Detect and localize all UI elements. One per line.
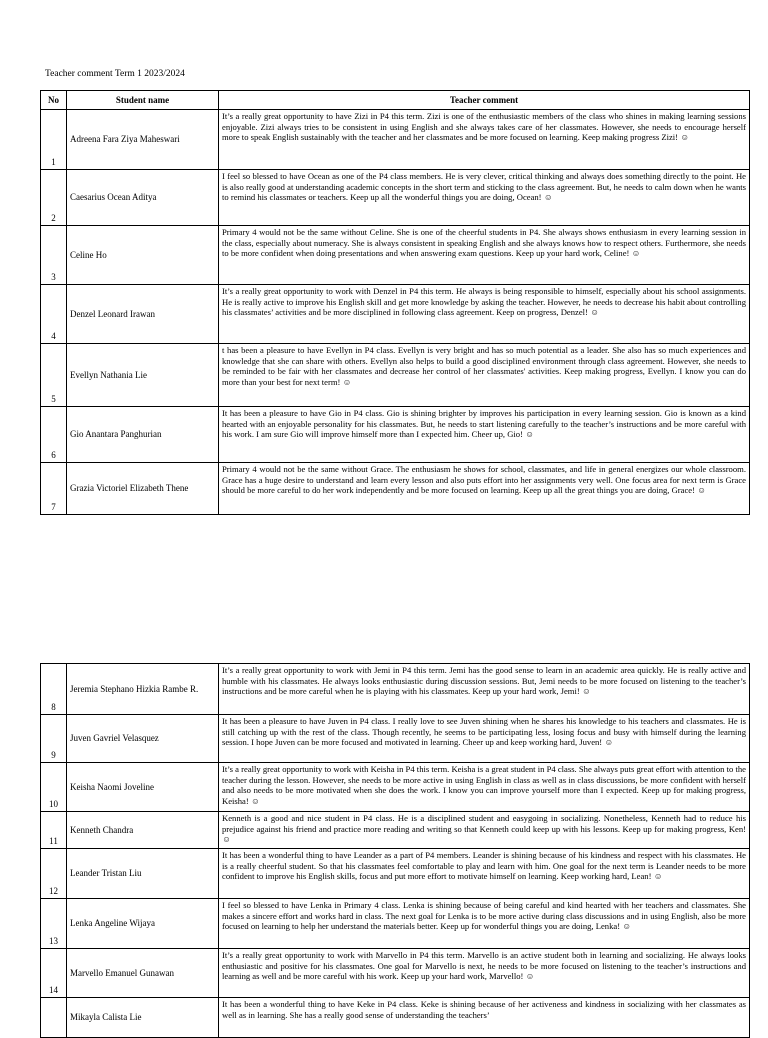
teacher-comment: Primary 4 would not be the same without Grace. The enthusiasm he shows for school, classmates, and life in general energizes our whole classroom. Grace has a huge desire to understand and learn every lesson and also puts effort into her assignments very well. One focus area for next term is Grace should be more careful to do her work independently and be more focused on learning. Keep up all the great things you are doing, Grace! ☺ (219, 463, 750, 515)
teacher-comment: It’s a really great opportunity to work with Jemi in P4 this term. Jemi has the good sense to learn in an academic area quickly. He is really active and humble with his classmates. He always looks enthusiastic during discussion sessions. But, Jemi needs to be more focused on listening to the teacher’s instructions and be more careful when he is playing with his classmates. Keep up your hard work, Jemi! ☺ (219, 664, 750, 715)
row-number: 14 (41, 949, 67, 998)
teacher-comment-table (40, 90, 750, 515)
table-row (41, 715, 750, 763)
row-number: 11 (41, 812, 67, 849)
table-row (41, 110, 750, 170)
teacher-comment: It has been a wonderful thing to have Keke in P4 class. Keke is shining because of her activeness and kindness in socializing with her classmates as well as in learning. She has a really good sense of understanding the teachers’ (219, 998, 750, 1038)
row-number: 5 (41, 344, 67, 407)
teacher-comment: t has been a pleasure to have Evellyn in P4 class. Evellyn is very bright and has so much potential as a leader. She also has so much experiences and knowledge that she can share with others. Evellyn also helps to build a good disciplined environment through class agreement. However, she needs to be reminded to be fair with her classmates and decrease her control of her classmates' activities. Keep making progress, Evellyn. I know you can do more than your best for next term! ☺ (219, 344, 750, 407)
row-number: 7 (41, 463, 67, 515)
table-row (41, 407, 750, 463)
student-name: Celine Ho (67, 226, 219, 285)
student-name: Lenka Angeline Wijaya (67, 899, 219, 949)
row-number: 8 (41, 664, 67, 715)
teacher-comment: I feel so blessed to have Ocean as one of the P4 class members. He is very clever, critical thinking and always does something directly to the point. He is also really good at understanding academic concepts in the short term and sticking to the class agreement. But, he needs to calm down when he wants to remind his classmates or teachers. Keep up all the wonderful things you are doing, Ocean! ☺ (219, 170, 750, 226)
student-name: Grazia Victoriel Elizabeth Thene (67, 463, 219, 515)
row-number: 10 (41, 763, 67, 812)
document-title: Teacher comment Term 1 2023/2024 (45, 69, 185, 79)
table-row (41, 763, 750, 812)
student-name: Denzel Leonard Irawan (67, 285, 219, 344)
row-number: 4 (41, 285, 67, 344)
row-number: 9 (41, 715, 67, 763)
table-row (41, 899, 750, 949)
teacher-comment: It has been a wonderful thing to have Leander as a part of P4 members. Leander is shining because of his kindness and respect with his classmates. He is a really cheerful student. So that his classmates feel comfortable to play and learn with him. One goal for the next term is Leander needs to be more confident to improve his English skills, focus and put more effort to motivate himself on learning. Keep working hard, Lean! ☺ (219, 849, 750, 899)
table-row (41, 285, 750, 344)
header-no: No (41, 91, 67, 110)
table-row (41, 812, 750, 849)
teacher-comment: Primary 4 would not be the same without Celine. She is one of the cheerful students in P4. She always shows enthusiasm in every learning session in the class, especially about numeracy. She is always consistent in speaking English and she always knows how to respect others. Furthermore, she needs to be more confident when doing presentations and when answering exam questions. Keep up your hard work, Celine! ☺ (219, 226, 750, 285)
teacher-comment: It’s a really great opportunity to have Zizi in P4 this term. Zizi is one of the enthusiastic members of the class who shines in making learning sessions enjoyable. Zizi always tries to be consistent in using English and she always takes care of her classmates. However, she needs to encourage herself more to speak English sustainably with the teacher and her classmates and be more focused on learning. Keep making progress Zizi! ☺ (219, 110, 750, 170)
table-row (41, 849, 750, 899)
student-name: Caesarius Ocean Aditya (67, 170, 219, 226)
student-name: Evellyn Nathania Lie (67, 344, 219, 407)
row-number (41, 998, 67, 1038)
student-name: Adreena Fara Ziya Maheswari (67, 110, 219, 170)
student-name: Juven Gavriel Velasquez (67, 715, 219, 763)
teacher-comment: Kenneth is a good and nice student in P4 class. He is a disciplined student and easygoing in socializing. Nonetheless, Kenneth had to reduce his prejudice against his friend and practice more reading and writing so that Kenneth could keep up with his lessons. Keep up for making progress, Ken! ☺ (219, 812, 750, 849)
row-number: 1 (41, 110, 67, 170)
student-name: Kenneth Chandra (67, 812, 219, 849)
student-name: Keisha Naomi Joveline (67, 763, 219, 812)
row-number: 2 (41, 170, 67, 226)
teacher-comment: It’s a really great opportunity to work with Denzel in P4 this term. He always is being responsible to himself, especially about his school assignments. He is really active to improve his English skill and get more knowledge by asking the teacher. However, he needs to decrease his habit about controlling his classmates’ activities and be more disciplined in following class agreement. Keep on progress, Denzel! ☺ (219, 285, 750, 344)
teacher-comment: It’s a really great opportunity to work with Marvello in P4 this term. Marvello is an active student both in learning and socializing. He always looks enthusiastic and positive for his classmates. One goal for Marvello is next, he needs to be more focused on listening to the teacher’s instructions and learning as well and be more careful with his work. Keep up your hard work, Marvello! ☺ (219, 949, 750, 998)
table-row (41, 949, 750, 998)
header-teacher-comment: Teacher comment (219, 91, 750, 110)
table-row (41, 998, 750, 1038)
row-number: 3 (41, 226, 67, 285)
table-row (41, 170, 750, 226)
row-number: 13 (41, 899, 67, 949)
teacher-comment-table-continued (40, 663, 750, 1038)
student-name: Jeremia Stephano Hizkia Rambe R. (67, 664, 219, 715)
row-number: 6 (41, 407, 67, 463)
table-row (41, 664, 750, 715)
teacher-comment: I feel so blessed to have Lenka in Primary 4 class. Lenka is shining because of being careful and kind hearted with her teachers and classmates. She makes a sincere effort and works hard in class. The next goal for Lenka is to be more active during class discussions and in using English, also be more focused on learning to help her understand the materials better. Keep up for wonderful things you are doing, Lenka! ☺ (219, 899, 750, 949)
student-name: Gio Anantara Panghurian (67, 407, 219, 463)
student-name: Mikayla Calista Lie (67, 998, 219, 1038)
teacher-comment: It’s a really great opportunity to work with Keisha in P4 this term. Keisha is a great student in P4 class. She always puts great effort with attention to the teacher during the lesson. However, she needs to be more active in using English in class as well as in class discussions, be more confident with herself and also needs to be more motivated when she does the work. I know you can improve yourself more than I expected. Keep up for making progress, Keisha! ☺ (219, 763, 750, 812)
teacher-comment: It has been a pleasure to have Gio in P4 class. Gio is shining brighter by improves his participation in every learning session. Gio is known as a kind hearted with an enjoyable personality for his classmates. But, he needs to start listening carefully to the teacher’s instructions and be more careful with his work. I am sure Gio will improve himself more than I expected him. Cheer up, Gio! ☺ (219, 407, 750, 463)
table-row (41, 463, 750, 515)
student-name: Marvello Emanuel Gunawan (67, 949, 219, 998)
row-number: 12 (41, 849, 67, 899)
table-row (41, 226, 750, 285)
table-row (41, 344, 750, 407)
table-header-row (41, 91, 750, 110)
teacher-comment: It has been a pleasure to have Juven in P4 class. I really love to see Juven shining when he shares his knowledge to his teachers and classmates. He is still catching up with the rest of the class. Though recently, he seems to be participating less, losing focus and busy with himself during the learning session. I hope Juven can be more focused and motivated in learning. Cheer up and keep working hard, Juven! ☺ (219, 715, 750, 763)
header-student-name: Student name (67, 91, 219, 110)
student-name: Leander Tristan Liu (67, 849, 219, 899)
